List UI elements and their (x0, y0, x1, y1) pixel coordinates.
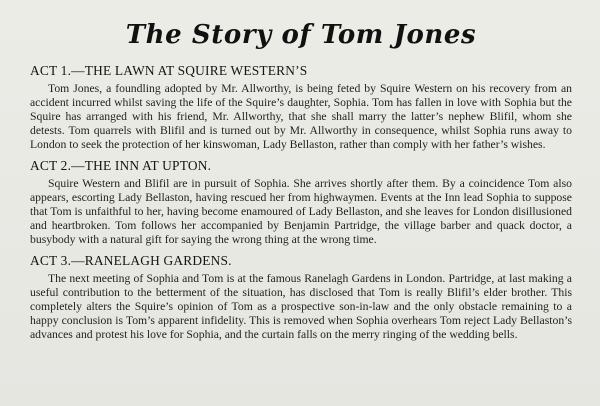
act-3-section (30, 253, 572, 342)
act-2-synopsis: Squire Western and Blifil are in pursuit of Sophia. She arrives shortly after them. By a coincidence Tom also appears, escorting Lady Bellaston, having rescued her from highwaymen. Events at the Inn lead Sophia to suppose that Tom is unfaithful to her, having become enamoured of Lady Bellaston, and she leaves for London disillusioned and heartbroken. Tom follows her accompanied by Benjamin Partridge, the village barber and quack doctor, a busybody with a natural gift for saying the wrong thing at the wrong time. (30, 177, 572, 246)
act-1-section (30, 63, 572, 152)
page-title: The Story of Tom Jones (125, 20, 477, 50)
act-3-synopsis: The next meeting of Sophia and Tom is at the famous Ranelagh Gardens in London. Partridge, at last making a useful contribution to the betterment of the situation, has disclosed that Tom is really Blifil’s elder brother. This completely alters the Squire’s opinion of Tom as a prospective son-in-law and the only obstacle remaining to a happy conclusion is Tom’s apparent infidelity. This is removed when Sophia overhears Tom reject Lady Bellaston’s advances and protest his love for Sophia, and the curtain falls on the merry ringing of the wedding bells. (30, 272, 572, 341)
act-1-synopsis: Tom Jones, a foundling adopted by Mr. Allworthy, is being feted by Squire Western on his recovery from an accident incurred whilst saving the life of the Squire’s daughter, Sophia. Tom has fallen in love with Sophia but the Squire has arranged with his friend, Mr. Allworthy, that she shall marry the latter’s nephew Blifil, whom she detests. Tom quarrels with Blifil and is turned out by Mr. Allworthy in consequence, whilst Sophia runs away to London to seek the protection of her kinswoman, Lady Bellaston, rather than comply with her father’s wishes. (30, 82, 572, 151)
act-3-heading: ACT 3.—RANELAGH GARDENS. (30, 253, 232, 268)
act-2-heading: ACT 2.—THE INN AT UPTON. (30, 158, 212, 173)
act-2-section (30, 158, 572, 247)
act-1-heading: ACT 1.—THE LAWN AT SQUIRE WESTERN’S (30, 63, 308, 78)
